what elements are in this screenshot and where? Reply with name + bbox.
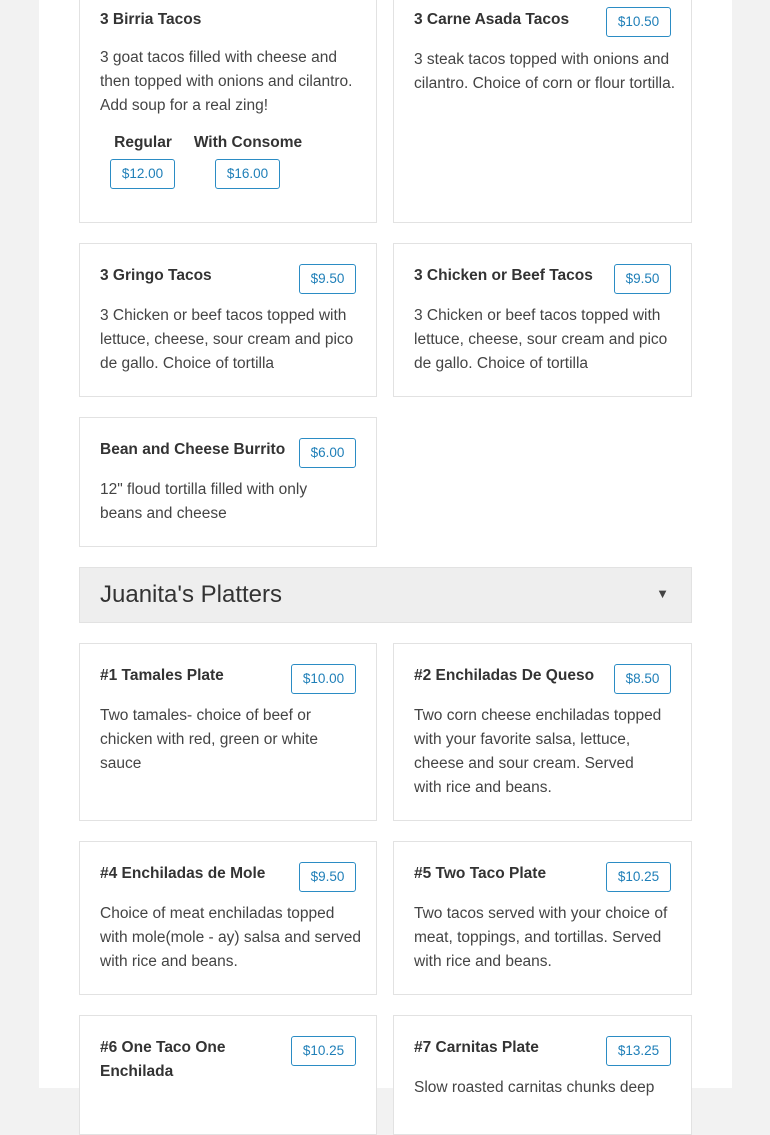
price-button[interactable]: $10.25	[291, 1036, 356, 1066]
price-button[interactable]: $9.50	[614, 264, 671, 294]
item-description: 3 steak tacos topped with onions and cilantro. Choice of corn or flour tortilla.	[414, 51, 676, 92]
item-description: 12" floud tortilla filled with only beans and cheese	[100, 481, 308, 522]
menu-item-card[interactable]	[393, 0, 692, 223]
option-label-with-consome: With Consome	[193, 134, 303, 151]
item-name: #4 Enchiladas de Mole	[100, 865, 266, 882]
item-name: 3 Carne Asada Tacos	[414, 11, 570, 28]
item-name: #5 Two Taco Plate	[414, 865, 547, 882]
menu-item-card[interactable]	[79, 841, 377, 995]
price-button[interactable]: $9.50	[299, 862, 356, 892]
item-name: #6 One Taco One Enchilada	[100, 1039, 226, 1080]
menu-item-card[interactable]	[393, 643, 692, 821]
price-button[interactable]: $13.25	[606, 1036, 671, 1066]
menu-item-card[interactable]	[79, 643, 377, 821]
price-button[interactable]: $9.50	[299, 264, 356, 294]
price-button[interactable]: $10.50	[606, 7, 671, 37]
item-name: Bean and Cheese Burrito	[100, 441, 286, 458]
item-description: 3 goat tacos filled with cheese and then topped with onions and cilantro. Add soup for a real zing!	[100, 49, 353, 114]
menu-item-card[interactable]	[79, 1015, 377, 1135]
price-button-with-consome[interactable]: $16.00	[215, 159, 280, 189]
menu-item-card[interactable]	[79, 417, 377, 547]
item-description: Choice of meat enchiladas topped with mole(mole - ay) salsa and served with rice and beans.	[100, 905, 362, 970]
price-button-regular[interactable]: $12.00	[110, 159, 175, 189]
price-button[interactable]: $10.25	[606, 862, 671, 892]
item-description: 3 Chicken or beef tacos topped with lettuce, cheese, sour cream and pico de gallo. Choice of tortilla	[100, 307, 354, 372]
item-description: 3 Chicken or beef tacos topped with lettuce, cheese, sour cream and pico de gallo. Choice of tortilla	[414, 307, 668, 372]
option-label-regular: Regular	[114, 134, 172, 151]
price-button[interactable]: $8.50	[614, 664, 671, 694]
item-description: Slow roasted carnitas chunks deep	[414, 1079, 655, 1096]
menu-item-card[interactable]	[79, 0, 377, 223]
item-name: 3 Birria Tacos	[100, 11, 202, 28]
item-description: Two tamales- choice of beef or chicken with red, green or white sauce	[100, 707, 318, 772]
item-description: Two tacos served with your choice of meat, toppings, and tortillas. Served with rice and beans.	[414, 905, 668, 970]
item-name: #7 Carnitas Plate	[414, 1039, 539, 1056]
item-name: 3 Chicken or Beef Tacos	[414, 267, 593, 284]
menu-item-card[interactable]	[393, 1015, 692, 1135]
item-name: #1 Tamales Plate	[100, 667, 224, 684]
menu-item-card[interactable]	[79, 243, 377, 397]
menu-item-card[interactable]	[393, 841, 692, 995]
menu-item-card[interactable]	[393, 243, 692, 397]
section-title: Juanita's Platters	[100, 581, 283, 608]
section-header-platters[interactable]	[79, 567, 692, 623]
price-button[interactable]: $6.00	[299, 438, 356, 468]
price-button[interactable]: $10.00	[291, 664, 356, 694]
item-name: #2 Enchiladas De Queso	[414, 667, 595, 684]
item-name: 3 Gringo Tacos	[100, 267, 212, 284]
item-description: Two corn cheese enchiladas topped with your favorite salsa, lettuce, cheese and sour cream. Served with rice and beans.	[414, 707, 662, 796]
chevron-down-icon: ▼	[656, 586, 669, 601]
